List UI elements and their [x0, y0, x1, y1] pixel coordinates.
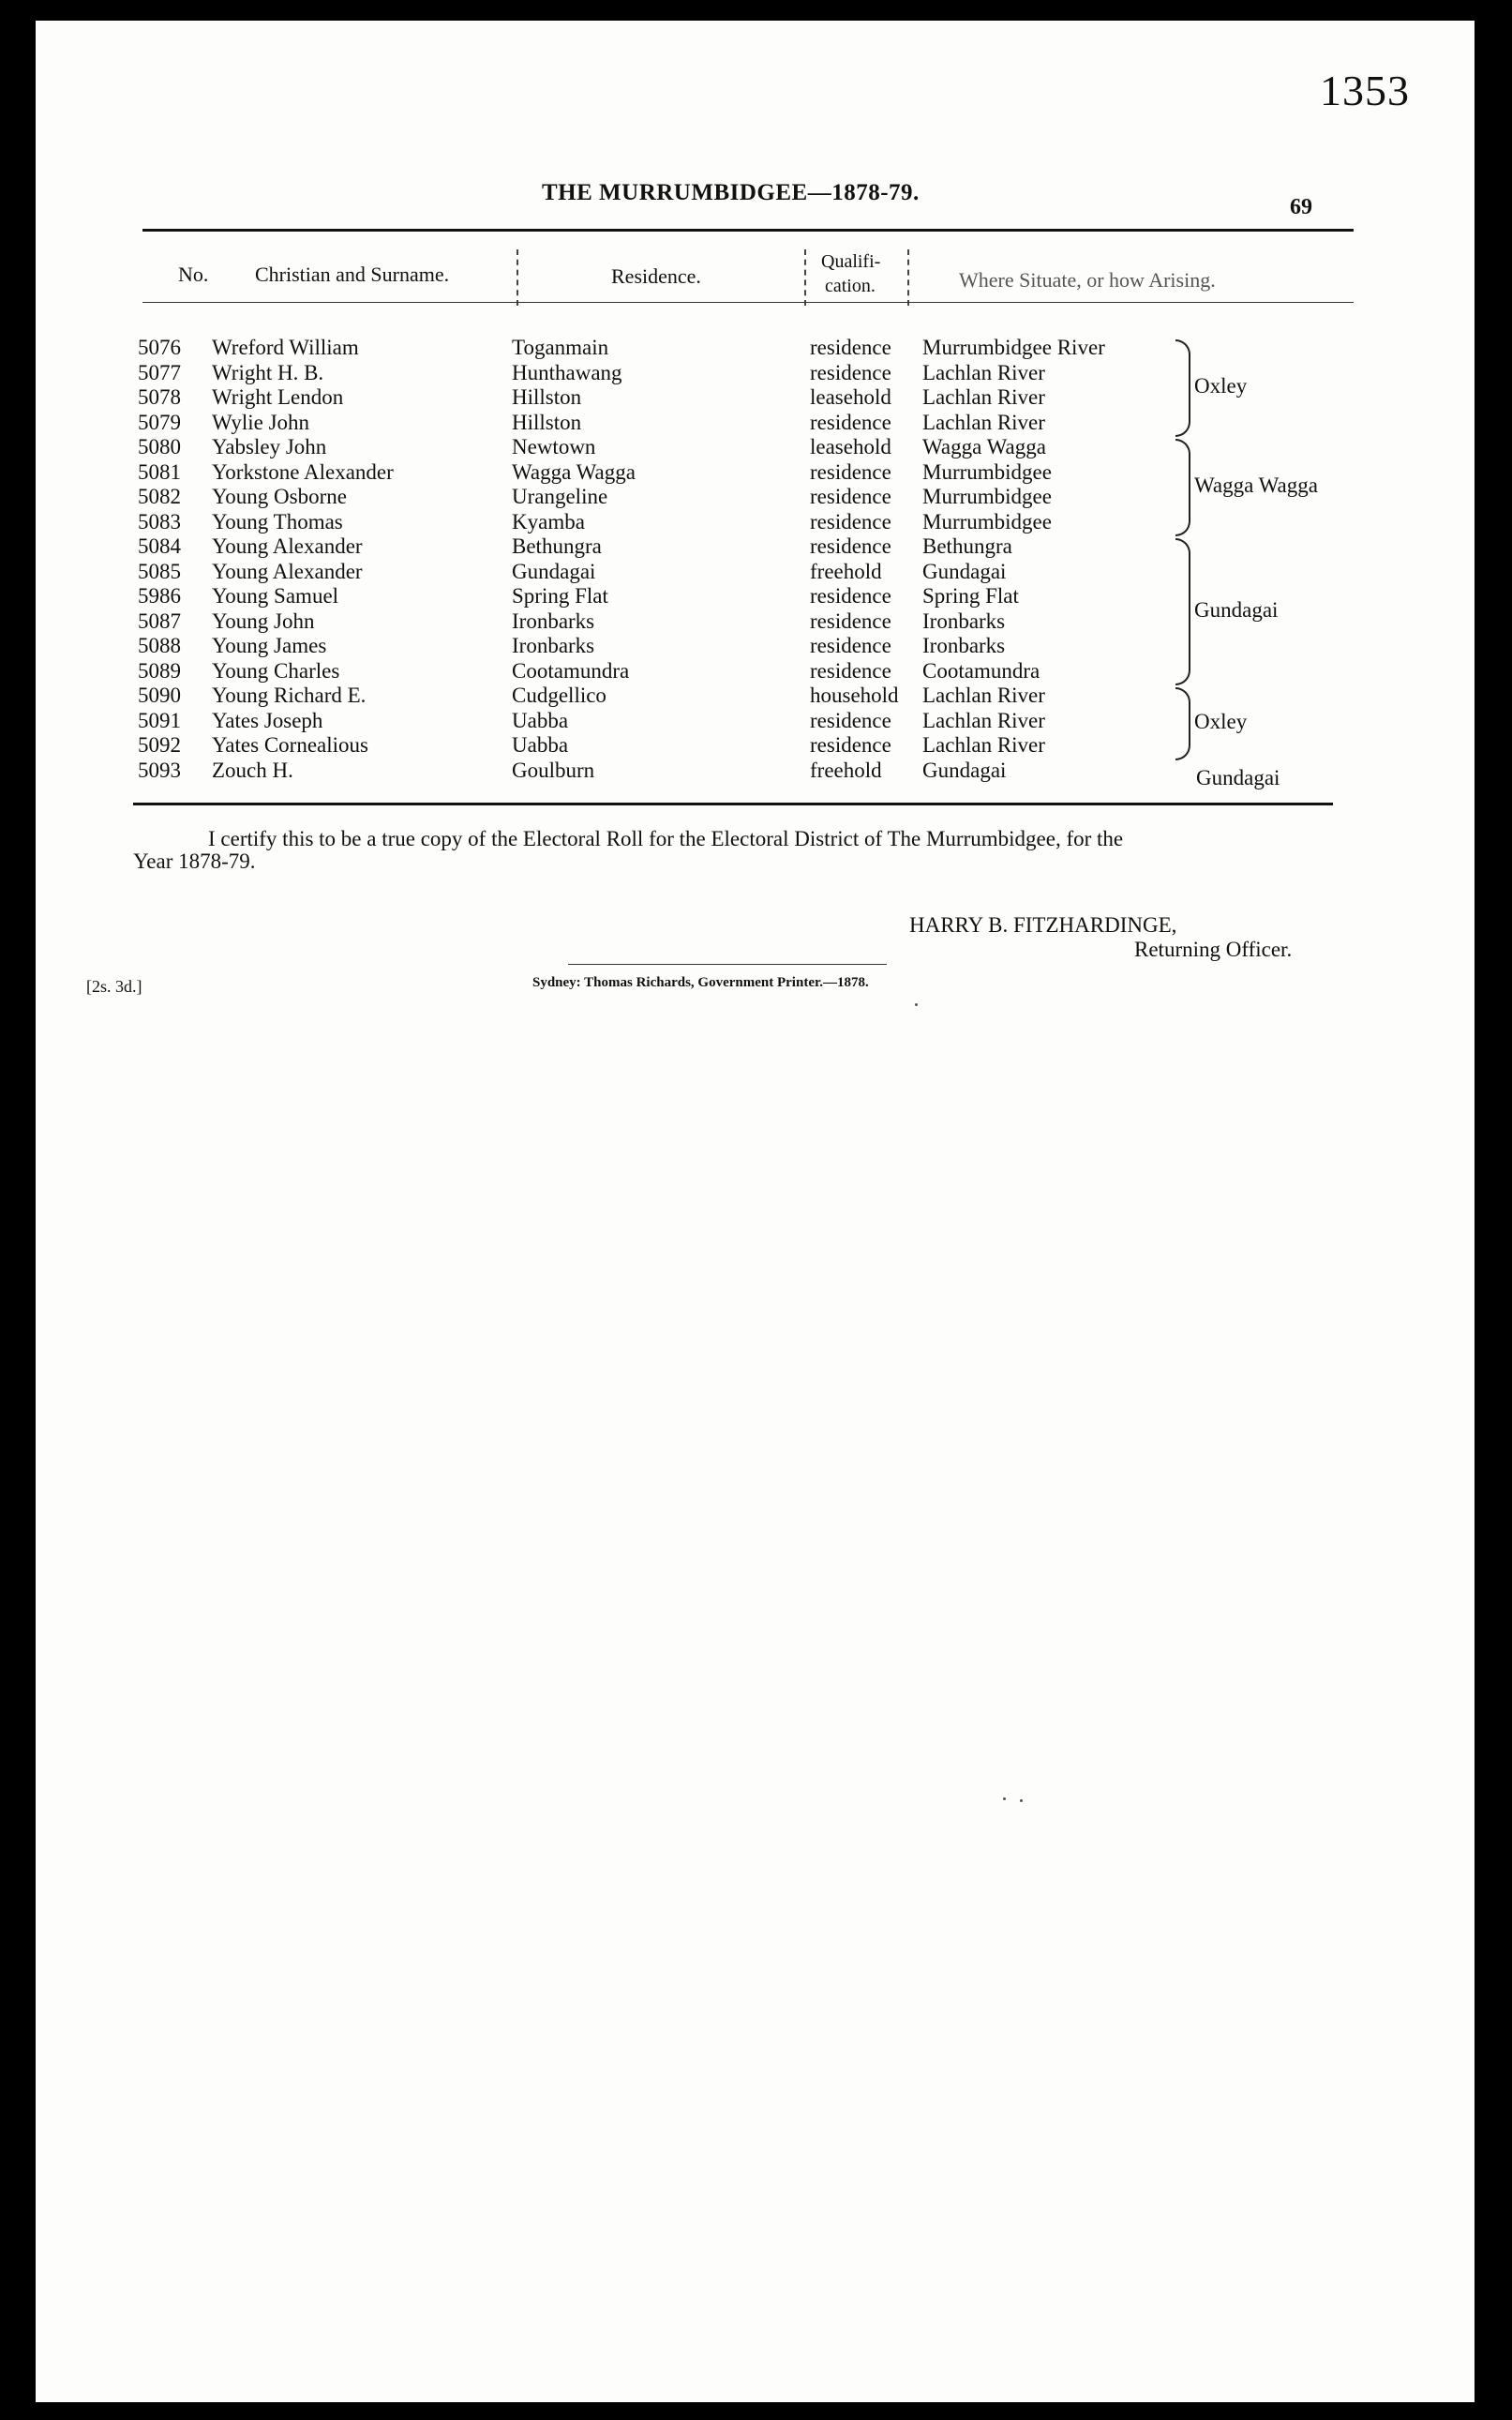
entry-qualification: freehold — [810, 559, 882, 583]
page-number: 1353 — [1320, 67, 1410, 114]
entry-qualification: residence — [810, 485, 891, 508]
entry-residence: Hillston — [512, 385, 582, 409]
entry-qualification: residence — [810, 634, 891, 657]
table-row — [36, 385, 1475, 411]
entry-number: 5088 — [138, 634, 181, 657]
district-bracket — [1175, 439, 1190, 536]
entry-residence: Ironbarks — [512, 609, 595, 633]
signature-name: HARRY B. FITZHARDINGE, — [909, 913, 1177, 937]
entry-name: Young Alexander — [212, 559, 363, 583]
entry-qualification: residence — [810, 509, 891, 534]
table-row — [36, 709, 1475, 734]
speck — [915, 1003, 918, 1006]
footer-rule — [568, 964, 887, 965]
column-header-where: Where Situate, or how Arising. — [959, 268, 1216, 292]
entry-name: Wylie John — [212, 410, 310, 434]
speck — [1020, 1799, 1023, 1802]
entry-residence: Gundagai — [512, 559, 596, 583]
entry-residence: Cudgellico — [512, 684, 606, 707]
column-separator — [804, 249, 806, 306]
entry-where: Bethungra — [922, 534, 1012, 558]
entry-where: Gundagai — [922, 758, 1007, 782]
entry-number: 5079 — [138, 410, 181, 434]
entry-residence: Wagga Wagga — [512, 459, 636, 484]
entry-name: Young Richard E. — [212, 684, 367, 707]
entry-qualification: residence — [810, 336, 891, 359]
entry-name: Wright Lendon — [212, 385, 344, 409]
entry-name: Yates Cornealious — [212, 733, 368, 757]
entry-where: Cootamundra — [922, 658, 1040, 683]
column-header-qualification-2: cation. — [825, 276, 876, 296]
entry-qualification: residence — [810, 733, 891, 757]
column-separator — [516, 249, 518, 306]
entry-residence: Spring Flat — [512, 584, 608, 608]
entry-where: Ironbarks — [922, 634, 1006, 657]
certificate-line-2: Year 1878-79. — [133, 849, 256, 873]
table-row — [36, 411, 1475, 436]
entry-qualification: leasehold — [810, 435, 891, 458]
entry-name: Yorkstone Alexander — [212, 459, 394, 484]
header-top-rule — [142, 229, 1354, 232]
entry-where: Lachlan River — [922, 410, 1045, 434]
table-row — [36, 510, 1475, 535]
header-bottom-rule — [142, 302, 1354, 303]
entry-where: Spring Flat — [922, 584, 1019, 608]
entry-number: 5080 — [138, 435, 181, 458]
table-row — [36, 361, 1475, 386]
district-label: Wagga Wagga — [1194, 473, 1318, 497]
entry-qualification: household — [810, 684, 899, 707]
entry-number: 5986 — [138, 584, 181, 608]
entry-where: Murrumbidgee — [922, 509, 1052, 534]
page-title: THE MURRUMBIDGEE—1878-79. — [542, 180, 920, 205]
entry-qualification: residence — [810, 534, 891, 558]
entry-name: Young John — [212, 609, 315, 633]
column-header-name: Christian and Surname. — [255, 263, 450, 286]
entry-name: Young Charles — [212, 658, 340, 683]
column-header-residence: Residence. — [611, 264, 701, 288]
entry-qualification: residence — [810, 410, 891, 434]
table-row — [36, 733, 1475, 759]
entry-where: Lachlan River — [922, 708, 1045, 732]
entry-number: 5077 — [138, 360, 181, 384]
entry-where: Murrumbidgee — [922, 485, 1052, 508]
table-row — [36, 684, 1475, 709]
entry-number: 5085 — [138, 559, 181, 583]
entry-qualification: residence — [810, 658, 891, 683]
entry-residence: Hillston — [512, 410, 582, 434]
district-label: Oxley — [1194, 709, 1248, 733]
entry-where: Murrumbidgee — [922, 459, 1052, 484]
table-bottom-rule — [133, 803, 1333, 805]
column-header-no: No. — [178, 263, 209, 286]
district-label: Oxley — [1194, 374, 1248, 398]
entry-number: 5076 — [138, 336, 181, 359]
entry-number: 5091 — [138, 708, 181, 732]
entry-residence: Hunthawang — [512, 360, 622, 384]
entry-where: Ironbarks — [922, 609, 1006, 633]
signature-title: Returning Officer. — [1134, 938, 1293, 961]
table-row — [36, 336, 1475, 361]
table-row — [36, 659, 1475, 684]
entry-qualification: leasehold — [810, 385, 891, 409]
entry-where: Lachlan River — [922, 385, 1045, 409]
entry-residence: Toganmain — [512, 336, 609, 359]
entry-where: Lachlan River — [922, 684, 1045, 707]
entry-number: 5082 — [138, 485, 181, 508]
entry-name: Yates Joseph — [212, 708, 323, 732]
entry-number: 5078 — [138, 385, 181, 409]
entry-residence: Ironbarks — [512, 634, 595, 657]
entry-residence: Goulburn — [512, 758, 595, 782]
entry-qualification: residence — [810, 708, 891, 732]
entry-name: Young Thomas — [212, 509, 343, 534]
entry-name: Young Samuel — [212, 584, 339, 608]
entry-name: Wreford William — [212, 336, 359, 359]
table-row — [36, 534, 1475, 560]
printer-line: Sydney: Thomas Richards, Government Printer.—1878. — [532, 975, 869, 990]
column-header-qualification-1: Qualifi- — [821, 251, 881, 272]
table-row — [36, 560, 1475, 585]
entry-qualification: residence — [810, 360, 891, 384]
entry-number: 5089 — [138, 658, 181, 683]
entry-name: Yabsley John — [212, 435, 327, 458]
district-bracket — [1175, 339, 1190, 437]
entry-number: 5087 — [138, 609, 181, 633]
sub-page-number: 69 — [1290, 195, 1312, 219]
entry-name: Young Alexander — [212, 534, 363, 558]
entry-number: 5092 — [138, 733, 181, 757]
entry-residence: Uabba — [512, 733, 569, 757]
certificate-line-1: I certify this to be a true copy of the Electoral Roll for the Electoral District of The Murrumbidgee, for the — [208, 827, 1124, 850]
entry-number: 5093 — [138, 758, 181, 782]
table-row — [36, 634, 1475, 659]
entry-qualification: residence — [810, 459, 891, 484]
entry-where: Wagga Wagga — [922, 435, 1046, 458]
document-page — [36, 21, 1475, 2402]
entry-residence: Newtown — [512, 435, 596, 458]
entry-qualification: freehold — [810, 758, 882, 782]
entry-number: 5090 — [138, 684, 181, 707]
entry-where: Gundagai — [922, 559, 1007, 583]
price-label: [2s. 3d.] — [86, 977, 142, 996]
entry-qualification: residence — [810, 584, 891, 608]
entry-residence: Bethungra — [512, 534, 602, 558]
entry-name: Young James — [212, 634, 327, 657]
entry-residence: Cootamundra — [512, 658, 630, 683]
entry-number: 5083 — [138, 509, 181, 534]
entry-number: 5081 — [138, 459, 181, 484]
entry-name: Zouch H. — [212, 758, 293, 782]
entry-name: Wright H. B. — [212, 360, 324, 384]
entry-name: Young Osborne — [212, 485, 347, 508]
district-label: Gundagai — [1196, 765, 1280, 789]
district-bracket — [1175, 538, 1190, 685]
entry-where: Lachlan River — [922, 733, 1045, 757]
entry-where: Murrumbidgee River — [922, 336, 1105, 359]
entry-residence: Uabba — [512, 708, 569, 732]
entry-number: 5084 — [138, 534, 181, 558]
entry-qualification: residence — [810, 609, 891, 633]
district-label: Gundagai — [1194, 597, 1279, 622]
table-row — [36, 435, 1475, 460]
speck — [1003, 1797, 1006, 1800]
entry-residence: Kyamba — [512, 509, 585, 534]
entry-where: Lachlan River — [922, 360, 1045, 384]
district-bracket — [1175, 687, 1190, 760]
column-separator — [907, 249, 909, 306]
entry-residence: Urangeline — [512, 485, 608, 508]
